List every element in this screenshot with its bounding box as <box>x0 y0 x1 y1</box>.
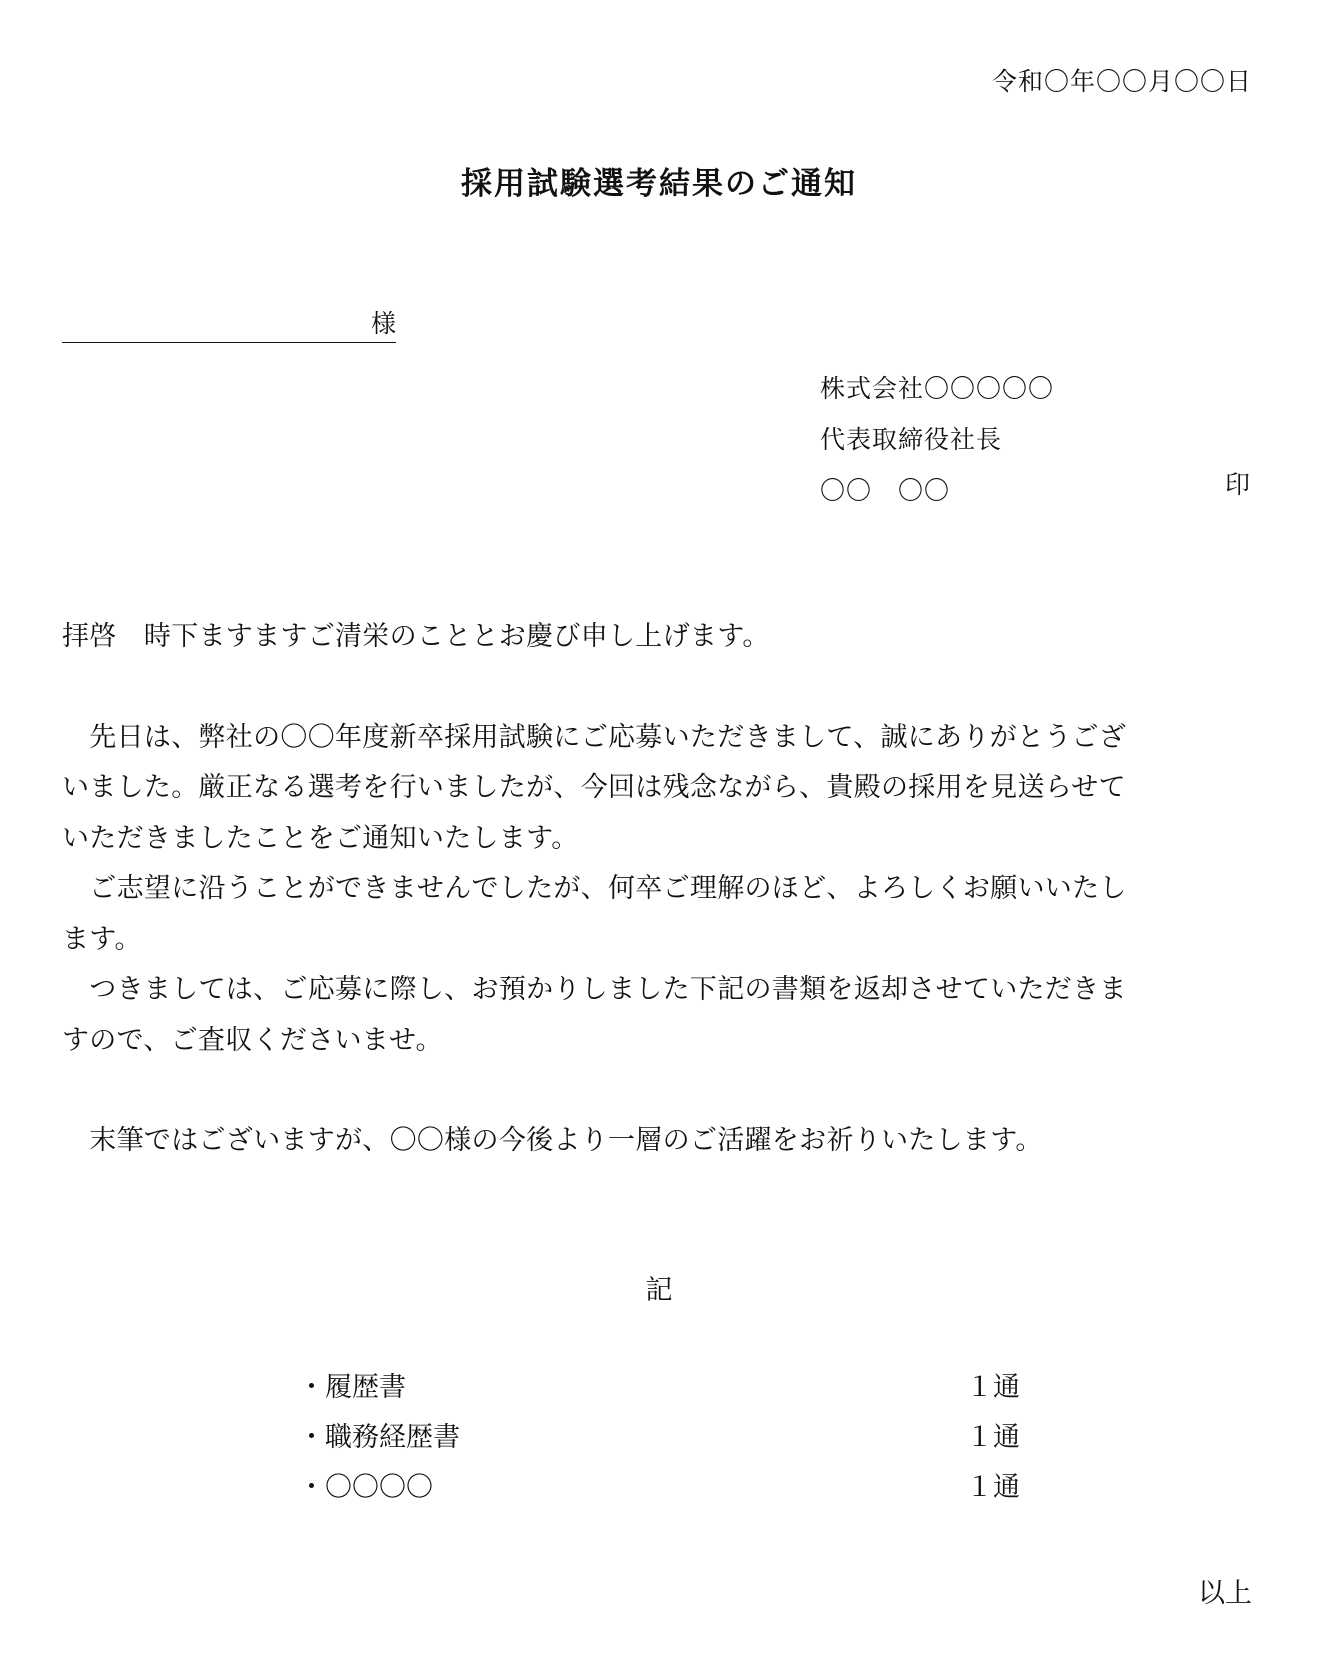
enclosure-count: １通 <box>966 1422 1020 1453</box>
enclosure-item: ・職務経歴書 <box>298 1422 460 1453</box>
paragraph-gap <box>62 663 1258 713</box>
closing-wishes-line: 末筆ではございますが、〇〇様の今後より一層のご活躍をお祈りいたします。 <box>62 1125 1043 1156</box>
enclosure-row <box>298 1363 1028 1413</box>
body-line: いました。厳正なる選考を行いましたが、今回は残念ながら、貴殿の採用を見送らせて <box>62 772 1126 803</box>
body-line: ご志望に沿うことができませんでしたが、何卒ご理解のほど、よろしくお願いいたし <box>62 873 1127 904</box>
closing-ijou: 以上 <box>1198 1578 1252 1609</box>
body-line: すので、ご査収くださいませ。 <box>62 1024 443 1056</box>
sender-block <box>820 363 1054 516</box>
seal-mark: 印 <box>1225 470 1251 499</box>
enclosure-list <box>298 1363 1028 1513</box>
sender-name: 〇〇 〇〇 <box>820 476 951 505</box>
greeting-line: 拝啓 時下ますますご清栄のこととお慶び申し上げます。 <box>62 621 770 652</box>
paragraph-gap <box>62 1066 1258 1116</box>
letter-body <box>62 612 1258 1167</box>
body-line: ます。 <box>62 923 142 955</box>
enclosure-row <box>298 1463 1028 1513</box>
letter-date: 令和〇年〇〇月〇〇日 <box>991 67 1252 96</box>
body-line: 先日は、弊社の〇〇年度新卒採用試験にご応募いただきまして、誠にありがとうござ <box>62 721 1127 753</box>
enclosure-item: ・履歴書 <box>298 1372 406 1403</box>
body-line: つきましては、ご応募に際し、お預かりしました下記の書類を返却させていただきま <box>62 974 1127 1005</box>
ki-heading: 記 <box>645 1275 673 1306</box>
enclosure-count: １通 <box>966 1472 1020 1503</box>
sender-position: 代表取締役社長 <box>820 425 1003 454</box>
sender-company: 株式会社〇〇〇〇〇 <box>820 374 1055 403</box>
recipient-name-line <box>62 306 396 343</box>
recipient-honorific: 様 <box>370 309 396 338</box>
body-line: いただきましたことをご通知いたします。 <box>62 822 579 854</box>
letter-title: 採用試験選考結果のご通知 <box>461 166 857 202</box>
enclosure-item: ・〇〇〇〇 <box>298 1472 433 1503</box>
enclosure-count: １通 <box>966 1372 1020 1403</box>
enclosure-row <box>298 1413 1028 1463</box>
